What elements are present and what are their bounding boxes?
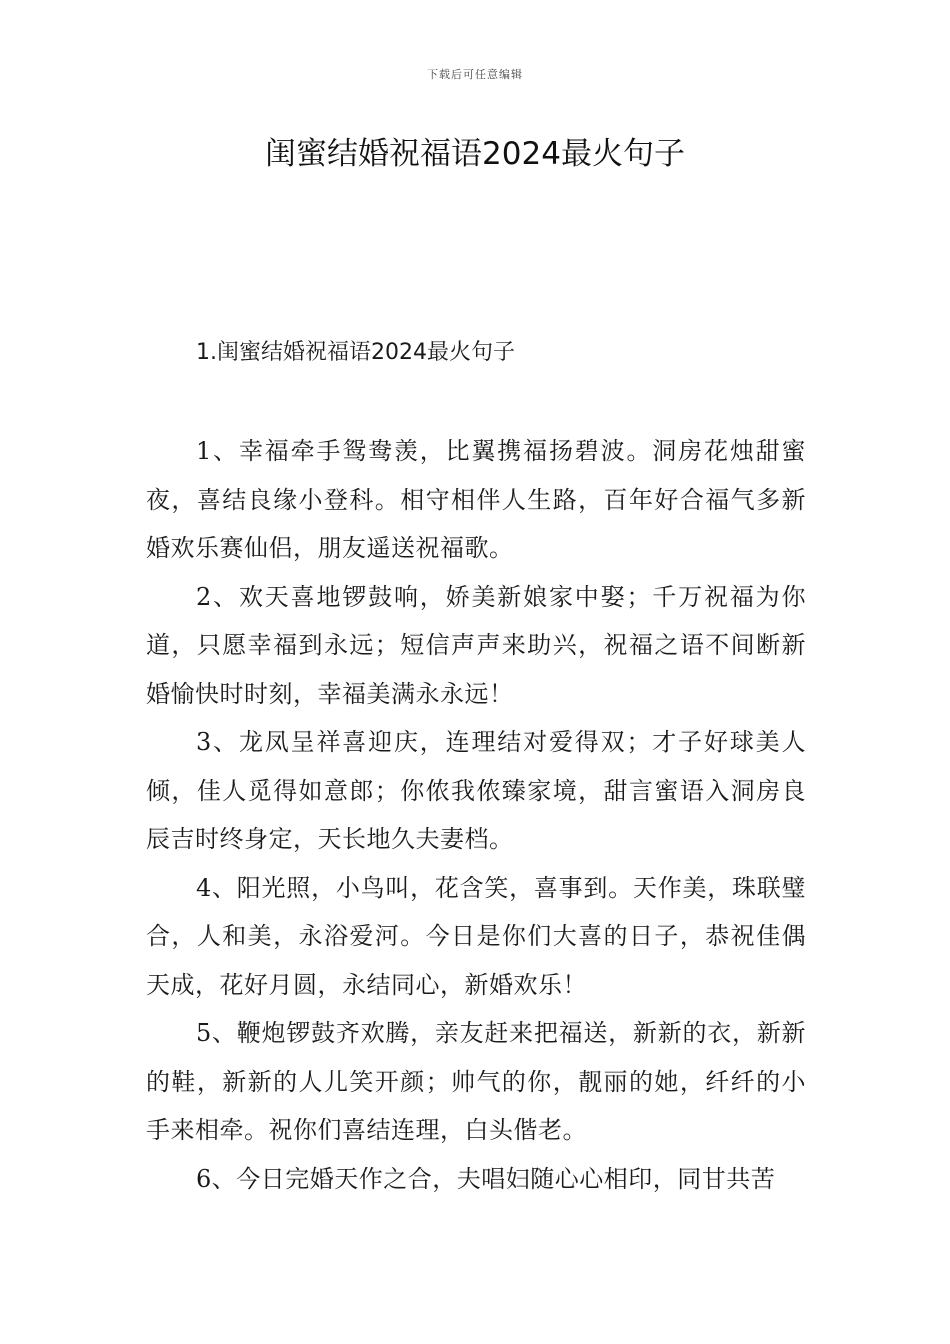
paragraph-2: 2、欢天喜地锣鼓响，娇美新娘家中娶；千万祝福为你道，只愿幸福到永远；短信声声来助兴，祝福之语不间断新婚愉快时时刻，幸福美满永永远！: [146, 582, 806, 708]
section-heading: 1.闺蜜结婚祝福语2024最火句子: [196, 340, 515, 365]
paragraph-5: 5、鞭炮锣鼓齐欢腾，亲友赶来把福送，新新的衣，新新的鞋，新新的人儿笑开颜；帅气的你，靓丽的她，纤纤的小手来相牵。祝你们喜结连理，白头偕老。: [146, 1019, 806, 1144]
document-body: [146, 427, 806, 1203]
paragraph-6: 6、今日完婚天作之合，夫唱妇随心心相印，同甘共苦: [196, 1164, 776, 1193]
page-title: 闺蜜结婚祝福语2024最火句子: [265, 136, 685, 172]
paragraph-1: 1、幸福牵手鸳鸯羡，比翼携福扬碧波。洞房花烛甜蜜夜，喜结良缘小登科。相守相伴人生路，百年好合福气多新婚欢乐赛仙侣，朋友遥送祝福歌。: [146, 437, 806, 562]
paragraph-4: 4、阳光照，小鸟叫，花含笑，喜事到。天作美，珠联璧合，人和美，永浴爱河。今日是你们大喜的日子，恭祝佳偶天成，花好月圆，永结同心，新婚欢乐！: [146, 873, 806, 999]
paragraph-3: 3、龙凤呈祥喜迎庆，连理结对爱得双；才子好球美人倾，佳人觅得如意郎；你侬我侬臻家境，甜言蜜语入洞房良辰吉时终身定，天长地久夫妻档。: [146, 728, 806, 853]
header-note: 下载后可任意编辑: [427, 68, 523, 81]
